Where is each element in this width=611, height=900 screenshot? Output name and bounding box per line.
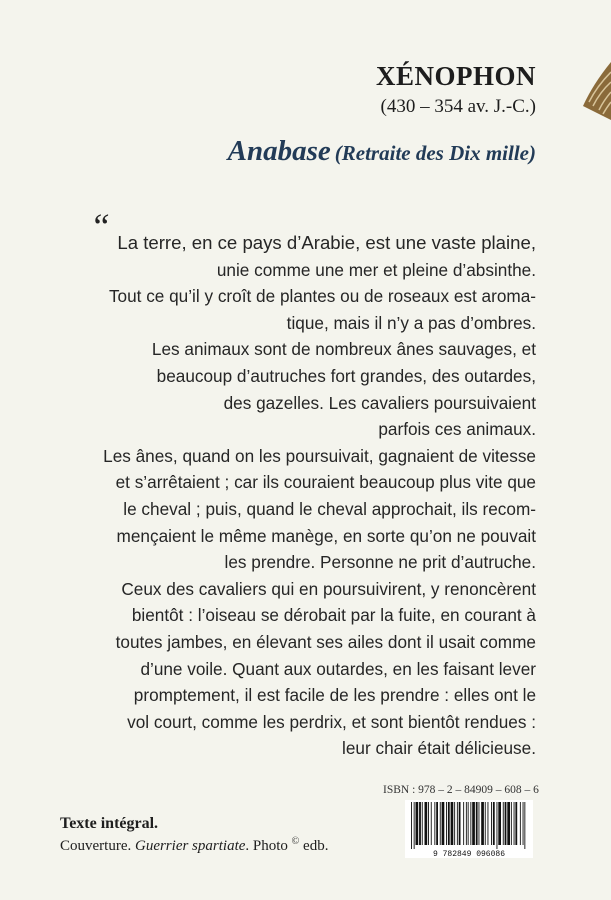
author-dates: (430 – 354 av. J.-C.): [380, 96, 536, 117]
excerpt-line: Tout ce qu’il y croît de plantes ou de roseaux est aroma-: [108, 286, 536, 307]
excerpt-line: promptement, il est facile de les prendre : elles ont le: [133, 685, 536, 706]
book-title: [228, 135, 536, 168]
open-quote-mark: “: [90, 206, 111, 246]
credit-prefix: Couverture.: [60, 838, 135, 854]
barcode: [405, 800, 533, 858]
excerpt-line: tique, mais il n’y a pas d’ombres.: [286, 312, 536, 333]
excerpt-line: Les ânes, quand on les poursuivait, gagnaient de vitesse: [103, 445, 536, 466]
credit-photo: . Photo: [245, 838, 292, 854]
excerpt-line: vol court, comme les perdrix, et sont bientôt rendues :: [127, 711, 536, 732]
excerpt-text: [62, 230, 536, 762]
header: [376, 60, 536, 120]
excerpt-line: La terre, en ce pays d’Arabie, est une vaste plaine,: [117, 232, 536, 253]
excerpt-line: unie comme une mer et pleine d’absinthe.: [216, 259, 536, 280]
excerpt-line: mençaient le même manège, en sorte qu’on ne pouvait: [116, 525, 536, 546]
excerpt-line: parfois ces animaux.: [378, 419, 536, 440]
excerpt-line: des gazelles. Les cavaliers poursuivaient: [223, 392, 536, 413]
barcode-digits: 9 782849 096086: [432, 850, 506, 858]
excerpt-line: d’une voile. Quant aux outardes, en les faisant lever: [140, 658, 536, 679]
excerpt-line: Ceux des cavaliers qui en poursuivirent, y renoncèrent: [121, 578, 536, 599]
book-subtitle: (Retraite des Dix mille): [334, 141, 536, 165]
excerpt-line: le cheval ; puis, quand le cheval approchait, ils recom-: [123, 498, 536, 519]
ornament-icon: [581, 62, 611, 120]
excerpt-line: bientôt : l’oiseau se dérobait par la fuite, en courant à: [131, 605, 536, 626]
excerpt-line: toutes jambes, en élevant ses ailes dont il usait comme: [115, 631, 536, 652]
author-name: XÉNOPHON: [375, 61, 536, 91]
excerpt-line: Les animaux sont de nombreux ânes sauvages, et: [151, 339, 536, 360]
copyright-symbol: ©: [291, 836, 300, 847]
isbn-number: ISBN : 978 – 2 – 84909 – 608 – 6: [383, 784, 539, 796]
credit-owner: edb.: [299, 838, 329, 854]
book-title-main: Anabase: [227, 135, 331, 167]
cover-credit: [60, 836, 328, 855]
excerpt-line: et s’arrêtaient ; car ils couraient beaucoup plus vite que: [115, 472, 536, 493]
excerpt-line: beaucoup d’autruches fort grandes, des outardes,: [156, 365, 536, 386]
excerpt-line: les prendre. Personne ne prit d’autruche.: [224, 552, 536, 573]
footer-title: Texte intégral.: [60, 815, 159, 832]
credit-work: Guerrier spartiate: [134, 838, 246, 854]
excerpt-line: leur chair était délicieuse.: [342, 738, 536, 759]
